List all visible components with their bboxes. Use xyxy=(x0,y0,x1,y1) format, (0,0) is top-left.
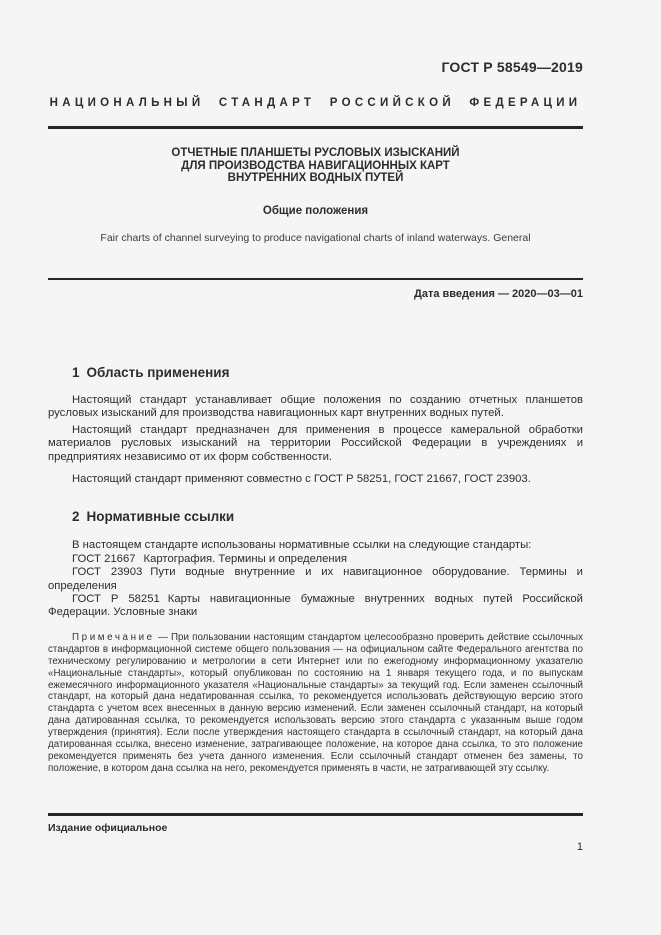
section-2-heading xyxy=(48,508,583,525)
reference-code: ГОСТ 21667 xyxy=(72,552,136,565)
section-normative-references xyxy=(48,508,583,774)
introduction-date: Дата введения — 2020—03—01 xyxy=(414,287,583,300)
note-label: Примечание xyxy=(72,631,155,643)
reference-title: Карты навигационные бумажные внутренних водных путей Российской Федерации. Условные знаки xyxy=(48,593,583,619)
reference-title: Пути водные внутренние и их навигационное оборудование. Термины и определения xyxy=(48,566,583,592)
reference-code: ГОСТ Р 58251 xyxy=(72,593,160,606)
doc-code: ГОСТ Р 58549—2019 xyxy=(441,59,583,75)
note xyxy=(48,632,583,775)
references-intro: В настоящем стандарте использованы нормативные ссылки на следующие стандарты: xyxy=(72,539,532,552)
document-title-line-2: ДЛЯ ПРОИЗВОДСТВА НАВИГАЦИОННЫХ КАРТ xyxy=(181,159,450,172)
section-2-title: Нормативные ссылки xyxy=(86,509,235,525)
document-title-line-3: ВНУТРЕННИХ ВОДНЫХ ПУТЕЙ xyxy=(227,172,404,184)
section-1-title: Область применения xyxy=(86,365,230,380)
date-divider xyxy=(48,278,583,280)
document-head xyxy=(48,0,583,301)
footer-divider xyxy=(48,813,583,816)
page-number: 1 xyxy=(576,841,583,853)
reference-item xyxy=(48,566,583,593)
note-text: — При пользовании настоящим стандартом целесообразно проверить действие ссылочных стандартов в информационной системе общего пользования — на официальном сайте Федерального агентства по техническому регулированию и метрологии в сети Интернет или по ежегодному информационному указателю «Национальные стандарты», который опубликован по состоянию на 1 января текущего года, и по выпускам ежемесячного информационного указателя «Национальные стандарты» за текущий год. Если заменен ссылочный стандарт, на который дана недатированная ссылка, то рекомендуется использовать действующую версию этого стандарта с учетом всех внесенных в данную версию изменений. Если заменен ссылочный стандарт, на который дана датированная ссылка, то рекомендуется использовать версию этого стандарта с указанным выше годом утверждения (принятия). Если после утверждения настоящего стандарта в ссылочный стандарт, на который дана датированная ссылка, внесено изменение, затрагивающее положение, на которое дана ссылка, то это положение рекомендуется применять без учета данного изменения. Если ссылочный стандарт отменен без замены, то положение, в котором дана ссылка на него, рекомендуется применять в части, не затрагивающей эту ссылку. xyxy=(48,631,583,774)
header-divider-thick xyxy=(48,126,583,129)
document-subtitle: Общие положения xyxy=(262,204,369,217)
section-1-heading xyxy=(48,364,583,381)
national-standard-heading: НАЦИОНАЛЬНЫЙ СТАНДАРТ РОССИЙСКОЙ ФЕДЕРАЦИИ xyxy=(49,97,582,109)
reference-code: ГОСТ 23903 xyxy=(72,566,143,579)
paragraph: Настоящий стандарт предназначен для применения в процессе камеральной обработки материалов русловых изысканий на территории Российской Федерации в учреждениях и предприятиях независимо от их форм собственности. xyxy=(48,423,583,463)
paragraph: Настоящий стандарт устанавливает общие положения по созданию отчетных планшетов русловых изысканий для производства навигационных карт внутренних водных путей. xyxy=(48,394,583,420)
paragraph: Настоящий стандарт применяют совместно с ГОСТ Р 58251, ГОСТ 21667, ГОСТ 23903. xyxy=(72,473,531,486)
section-scope xyxy=(48,364,583,486)
section-1-number: 1 xyxy=(72,365,80,380)
document-body xyxy=(48,364,583,775)
reference-title: Картография. Термины и определения xyxy=(143,552,348,565)
document-title xyxy=(48,147,583,185)
official-edition-label: Издание официальное xyxy=(48,822,168,834)
document-footer xyxy=(48,813,583,854)
document-title-line-1: ОТЧЕТНЫЕ ПЛАНШЕТЫ РУСЛОВЫХ ИЗЫСКАНИЙ xyxy=(171,147,460,159)
section-2-number: 2 xyxy=(72,509,80,525)
reference-item xyxy=(48,553,583,566)
document-title-english: Fair charts of channel surveying to produce navigational charts of inland waterways. General xyxy=(100,231,531,244)
reference-item xyxy=(48,593,583,620)
